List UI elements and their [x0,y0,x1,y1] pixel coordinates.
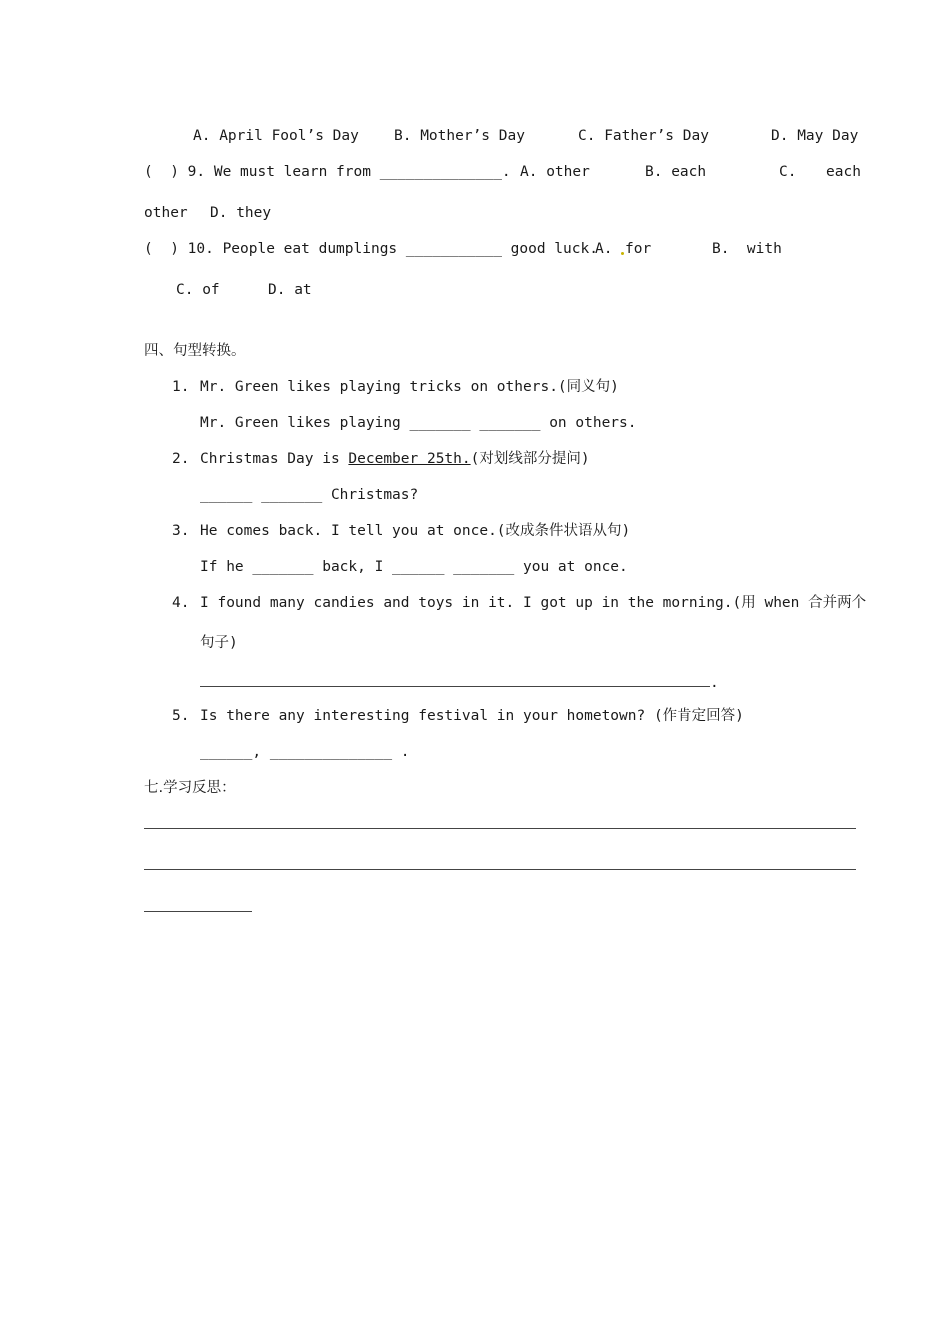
item2-answer: ______ _______ Christmas? [200,487,419,503]
item2-prompt-pre: Christmas Day is [200,451,349,467]
q8-option-c: C. Father’s Day [578,128,709,144]
item4-prompt: I found many candies and toys in it. I got up in the morning.(用 when 合并两个 [200,595,867,611]
item1-answer: Mr. Green likes playing _______ _______ on others. [200,415,637,431]
q10-option-c: C. of [176,282,220,298]
item4-answer-line [200,686,710,687]
item3-answer: If he _______ back, I ______ _______ you at once. [200,559,628,575]
item4-number: 4. [172,595,190,611]
item2-number: 2. [172,451,190,467]
item5-answer: ______, ______________ . [200,744,410,760]
reflection-line-3 [144,911,252,912]
section4-heading: 四、句型转换。 [144,343,246,359]
reflection-line-1 [144,828,856,829]
item5-number: 5. [172,708,190,724]
item2-prompt-underlined: December 25th. [348,451,471,467]
q8-option-d: D. May Day [771,128,859,144]
q9-option-c-cont: other [144,205,188,221]
q9-option-d: D. they [210,205,272,221]
q9-option-c-letter: C. [779,164,797,180]
item4-prompt-cont: 句子) [200,635,238,651]
item3-number: 3. [172,523,190,539]
item1-prompt: Mr. Green likes playing tricks on others.(同义句) [200,379,619,395]
item2-prompt-post: (对划线部分提问) [470,451,590,467]
item4-answer-period: . [710,675,719,691]
q10-option-b: B. with [712,241,782,257]
q9-option-a: A. other [520,164,590,180]
item5-prompt: Is there any interesting festival in your hometown? (作肯定回答) [200,708,744,724]
q8-option-a: A. April Fool’s Day [193,128,359,144]
item2-prompt [200,449,590,469]
q10-option-d: D. at [268,282,312,298]
reflection-line-2 [144,869,856,870]
q9-option-b: B. each [645,164,707,180]
q9-stem: ( ) 9. We must learn from ______________. [144,164,511,180]
item1-number: 1. [172,379,190,395]
q9-option-c-word: each [826,164,861,180]
q10-option-a-word: for [625,241,652,257]
item3-prompt: He comes back. I tell you at once.(改成条件状语从句) [200,523,631,539]
section7-heading: 七.学习反思： [144,780,236,796]
q10-stem: ( ) 10. People eat dumplings ___________ good luck. [144,241,598,257]
q10-option-a-letter: A. [595,241,613,257]
q8-option-b: B. Mother’s Day [394,128,525,144]
stray-dot [621,252,624,255]
